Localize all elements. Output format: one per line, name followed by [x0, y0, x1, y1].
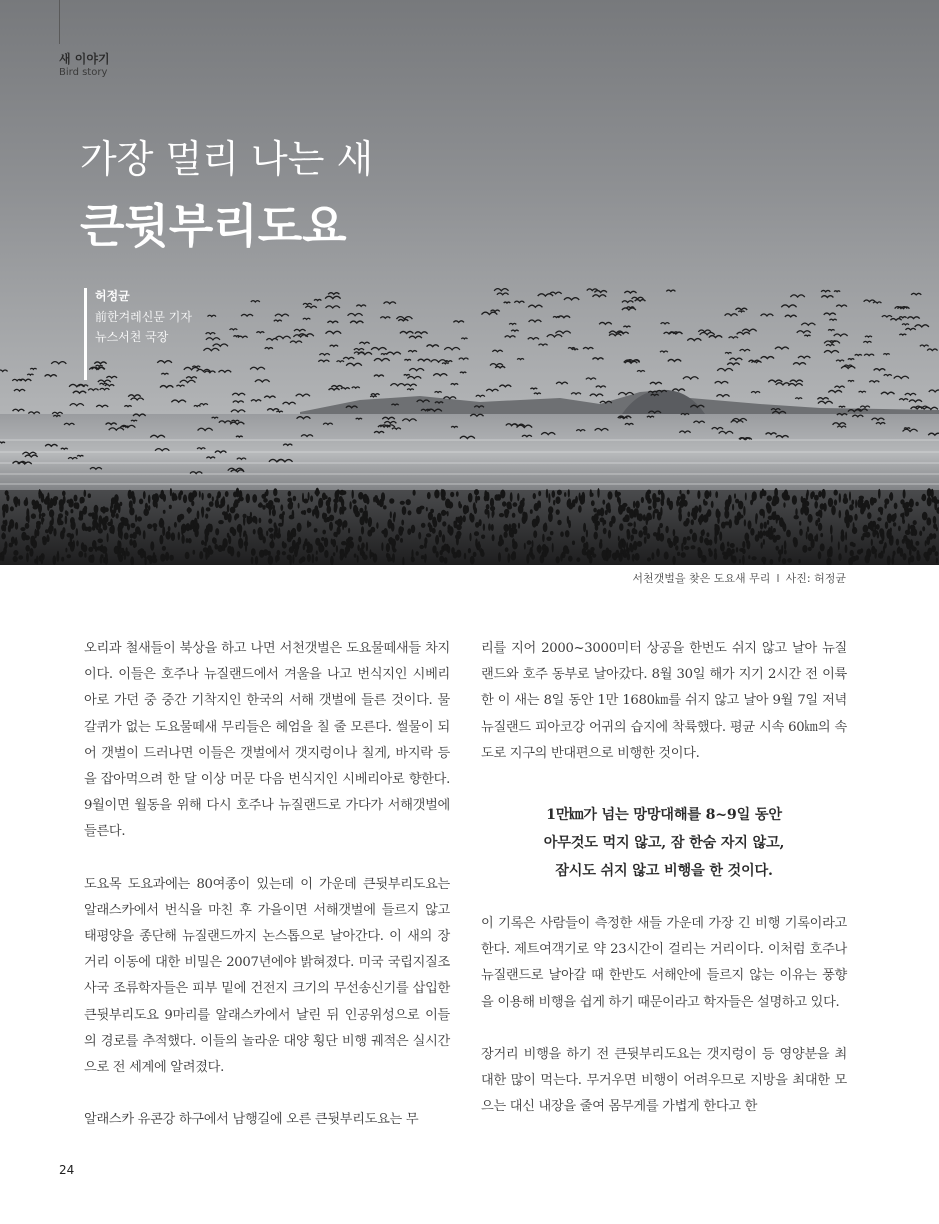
photo-credit: 사진: 허정균 — [785, 572, 846, 585]
article-title: 큰뒷부리도요 — [80, 199, 347, 253]
paragraph: 오리과 철새들이 북상을 하고 나면 서천갯벌은 도요물떼새들 차지이다. 이들은 호주나 뉴질랜드에서 겨울을 나고 번식지인 시베리아로 가던 중 중간 기착지인 한국의 서해 갯벌에 들른 것이다. 물갈퀴가 없는 도요물떼새 무리들은 헤엄을 칠 줄 모른다. 썰물이 되어 갯벌이 드러나면 이들은 갯벌에서 갯지렁이나 칠게, 바지락 등을 잡아먹으려 한 달 이상 머문 다음 번식지인 시베리아로 향한다. 9월이면 월동을 위해 다시 호주나 뉴질랜드로 가다가 서해갯벌에 들른다. — [84, 641, 450, 840]
section-title: 새 이야기 — [59, 52, 110, 66]
author-role: 뉴스서천 국장 — [95, 330, 169, 344]
hero-photo — [0, 0, 939, 565]
author-role: 前한겨레신문 기자 — [95, 310, 192, 324]
paragraph: 이 기록은 사람들이 측정한 새들 가운데 가장 긴 비행 기록이라고 한다. 제트여객기로 약 23시간이 걸리는 거리이다. 이처럼 호주나 뉴질랜드로 날아갈 때 한반도 서해안에 들르지 않는 이유는 풍향을 이용해 비행을 쉽게 하기 때문이라고 학자들은 설명하고 있다. — [481, 916, 847, 1010]
paragraph: 리를 지어 2000~3000미터 상공을 한번도 쉬지 않고 날아 뉴질랜드와 호주 동부로 날아갔다. 8월 30일 해가 지기 2시간 전 이륙한 이 새는 8일 동안 1만 1680㎞를 쉬지 않고 날아 9월 7일 저녁 뉴질랜드 피아코강 어귀의 습지에 착륙했다. 평균 시속 60㎞의 속도로 지구의 반대편으로 비행한 것이다. — [481, 641, 847, 761]
paragraph: 알래스카 유콘강 하구에서 남행길에 오른 큰뒷부리도요는 무 — [84, 1112, 419, 1128]
paragraph: 도요목 도요과에는 80여종이 있는데 이 가운데 큰뒷부리도요는 알래스카에서 번식을 마친 후 가을이면 서해갯벌에 들르지 않고 태평양을 종단해 뉴질랜드까지 논스톱으로 날아간다. 이 새의 장거리 이동에 대한 비밀은 2007년에야 밝혀졌다. 미국 국립지질조사국 조류학자들은 피부 밑에 건전지 크기의 무선송신기를 삽입한 큰뒷부리도요 9마리를 알래스카에서 날린 뒤 인공위성으로 이들의 경로를 추적했다. 이들의 놀라운 대양 횡단 비행 궤적은 실시간으로 전 세계에 알려졌다. — [84, 876, 450, 1076]
author-name: 허정균 — [95, 289, 130, 303]
pull-quote-line: 1만㎞가 넘는 망망대해를 8~9일 동안 — [546, 807, 782, 824]
header-rule — [59, 0, 60, 44]
page-number: 24 — [59, 1163, 75, 1177]
body-left-column — [84, 636, 450, 1133]
article-kicker: 가장 멀리 나는 새 — [80, 137, 374, 181]
photo-caption — [632, 570, 846, 586]
pull-quote-line: 아무것도 먹지 않고, 잠 한숨 자지 않고, — [543, 835, 785, 852]
body-right-column — [481, 636, 847, 1120]
paragraph: 장거리 비행을 하기 전 큰뒷부리도요는 갯지렁이 등 영양분을 최대한 많이 먹는다. 무거우면 비행이 어려우므로 지방을 최대한 모으는 대신 내장을 줄여 몸무게를 가볍게 한다고 한 — [481, 1046, 847, 1115]
caption-separator: I — [776, 572, 780, 585]
section-subtitle: Bird story — [59, 67, 108, 78]
caption-text: 서천갯벌을 찾은 도요새 무리 — [632, 572, 771, 585]
author-bar — [84, 288, 87, 380]
pull-quote-line: 잠시도 쉬지 않고 비행을 한 것이다. — [555, 863, 773, 880]
pull-quote — [481, 801, 847, 885]
